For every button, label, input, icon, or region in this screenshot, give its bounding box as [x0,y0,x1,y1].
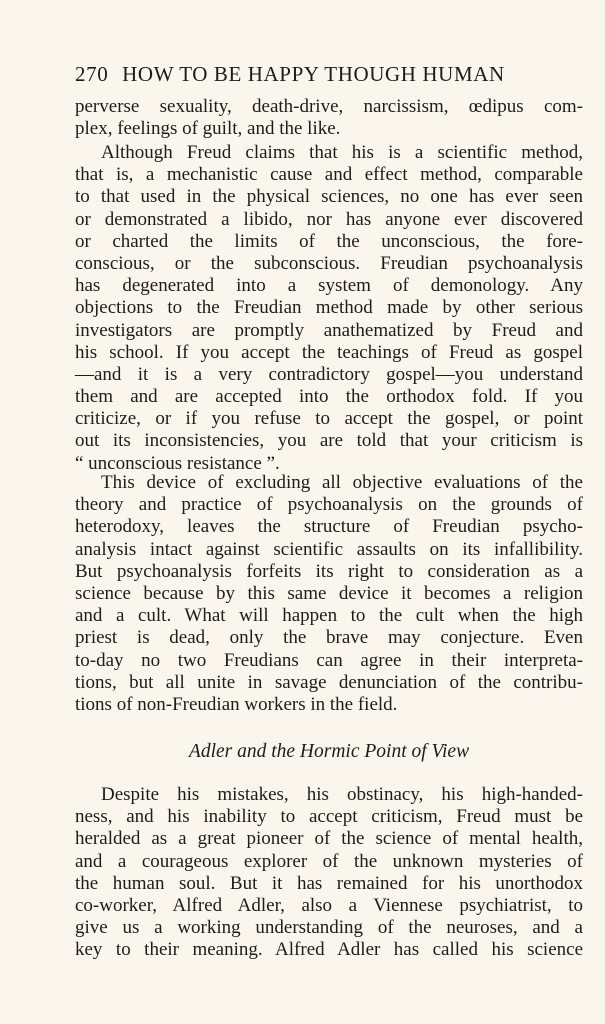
paragraph [75,784,583,962]
text-line: criticize, or if you refuse to accept the gospel, or point [75,408,583,430]
text-line: them and are accepted into the orthodox fold. If you [75,386,583,408]
text-line: tions of non-Freudian workers in the field. [75,693,398,715]
text-line: heterodoxy, leaves the structure of Freudian psycho- [75,516,583,538]
text-line: This device of excluding all objective evaluations of the [101,472,583,493]
text-line: science because by this same device it becomes a religion [75,582,583,604]
text-line: and a cult. What will happen to the cult when the high [75,605,583,627]
text-line: ness, and his inability to accept criticism, Freud must be [75,806,583,828]
text-line: conscious, or the subconscious. Freudian psychoanalysis [75,252,583,274]
text-line: or demonstrated a libido, nor has anyone ever discovered [75,208,583,230]
text-line: objections to the Freudian method made by other serious [75,297,583,319]
paragraph-continuation [75,96,583,140]
text-line: investigators are promptly anathematized by Freud and [75,319,583,341]
text-line: Despite his mistakes, his obstinacy, his high-handed- [101,784,583,805]
text-line: and a courageous explorer of the unknown mysteries of [75,850,583,872]
text-line: But psychoanalysis forfeits its right to consideration as a [75,560,583,582]
running-header [75,61,585,87]
text-line: Although Freud claims that his is a scientific method, [101,142,583,163]
text-line: analysis intact against scientific assaults on its infallibility. [75,538,583,560]
text-line: heralded as a great pioneer of the science of mental health, [75,828,583,850]
text-line: his school. If you accept the teachings of Freud as gospel [75,341,583,363]
text-line: or charted the limits of the unconscious, the fore- [75,230,583,252]
text-line: that is, a mechanistic cause and effect method, comparable [75,164,583,186]
page-number: 270 [75,62,109,86]
text-line: “ unconscious resistance ”. [75,452,280,474]
text-line: out its inconsistencies, you are told that your criticism is [75,430,583,452]
text-line: plex, feelings of guilt, and the like. [75,118,341,140]
text-line: to-day no two Freudians can agree in their interpreta- [75,649,583,671]
text-line: give us a working understanding of the neuroses, and a [75,917,583,939]
text-line: tions, but all unite in savage denunciation of the contribu- [75,671,583,693]
text-line: key to their meaning. Alfred Adler has called his science [75,939,583,961]
text-line: has degenerated into a system of demonology. Any [75,275,583,297]
running-title: HOW TO BE HAPPY THOUGH HUMAN [122,62,505,86]
text-line: priest is dead, only the brave may conjecture. Even [75,627,583,649]
paragraph [75,142,583,475]
text-line: co-worker, Alfred Adler, also a Viennese psychiatrist, to [75,894,583,916]
paragraph [75,472,583,716]
section-heading: Adler and the Hormic Point of View [188,741,470,762]
text-line: to that used in the physical sciences, no one has ever seen [75,186,583,208]
text-line: the human soul. But it has remained for his unorthodox [75,872,583,894]
text-line: theory and practice of psychoanalysis on the grounds of [75,494,583,516]
text-line: —and it is a very contradictory gospel—you understand [75,363,583,385]
text-line: perverse sexuality, death-drive, narcissism, œdipus com- [75,96,583,117]
